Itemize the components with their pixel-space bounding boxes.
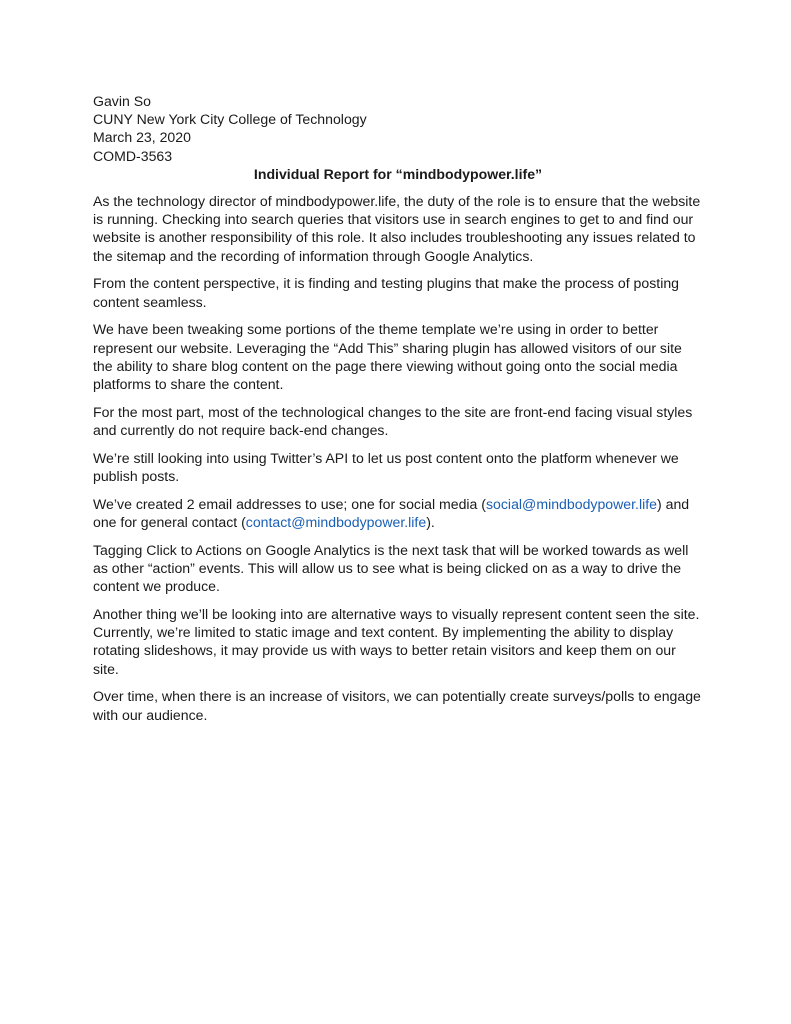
course-code: COMD-3563 [93, 147, 173, 164]
paragraph-technological-changes: For the most part, most of the technological changes to the site are front-end facing visual styles and currently do not require back-end changes. [93, 403, 693, 439]
paragraph-role-duties: As the technology director of mindbodypower.life, the duty of the role is to ensure that the website is running. Checking into search queries that visitors use in search engines to get to and find our website is another responsibility of this role. It also includes troubleshooting any issues related to the sitemap and the recording of information through Google Analytics. [93, 193, 701, 264]
document-page [93, 92, 703, 733]
paragraph-visual-content: Another thing we’ll be looking into are alternative ways to visually represent content seen the site. Currently, we’re limited to static image and text content. By implementing the ability to display rotating slideshows, it may provide us with ways to better retain visitors and keep them on our site. [93, 606, 700, 677]
contact-email-link[interactable]: contact@mindbodypower.life [245, 514, 427, 531]
email-text-2: ) and one for general contact ( [93, 495, 690, 531]
paragraph-email-addresses [93, 495, 703, 531]
author-name: Gavin So [93, 93, 151, 109]
paragraph-theme-tweaks: We have been tweaking some portions of the theme template we’re using in order to better represent our website. Leveraging the “Add This” sharing plugin has allowed visitors of our site the ability to share blog content on the page there viewing without going onto the social media platforms to share the content. [93, 321, 682, 393]
report-date: March 23, 2020 [93, 129, 191, 146]
paragraph-content-perspective: From the content perspective, it is finding and testing plugins that make the process of posting content seamless. [93, 275, 679, 310]
paragraph-twitter-api: We’re still looking into using Twitter’s API to let us post content onto the platform whenever we publish posts. [93, 449, 679, 485]
social-email-link[interactable]: social@mindbodypower.life [486, 495, 657, 512]
paragraph-google-analytics: Tagging Click to Actions on Google Analytics is the next task that will be worked towards as well as other “action” events. This will allow us to see what is being clicked on as a way to drive the content we produce. [93, 541, 689, 595]
report-title: Individual Report for “mindbodypower.life” [253, 165, 543, 182]
email-text-1: We’ve created 2 email addresses to use; one for social media ( [93, 495, 486, 512]
institution-name: CUNY New York City College of Technology [93, 111, 367, 128]
paragraph-surveys: Over time, when there is an increase of visitors, we can potentially create surveys/polls to engage with our audience. [93, 688, 701, 723]
email-text-3: ). [426, 514, 435, 531]
